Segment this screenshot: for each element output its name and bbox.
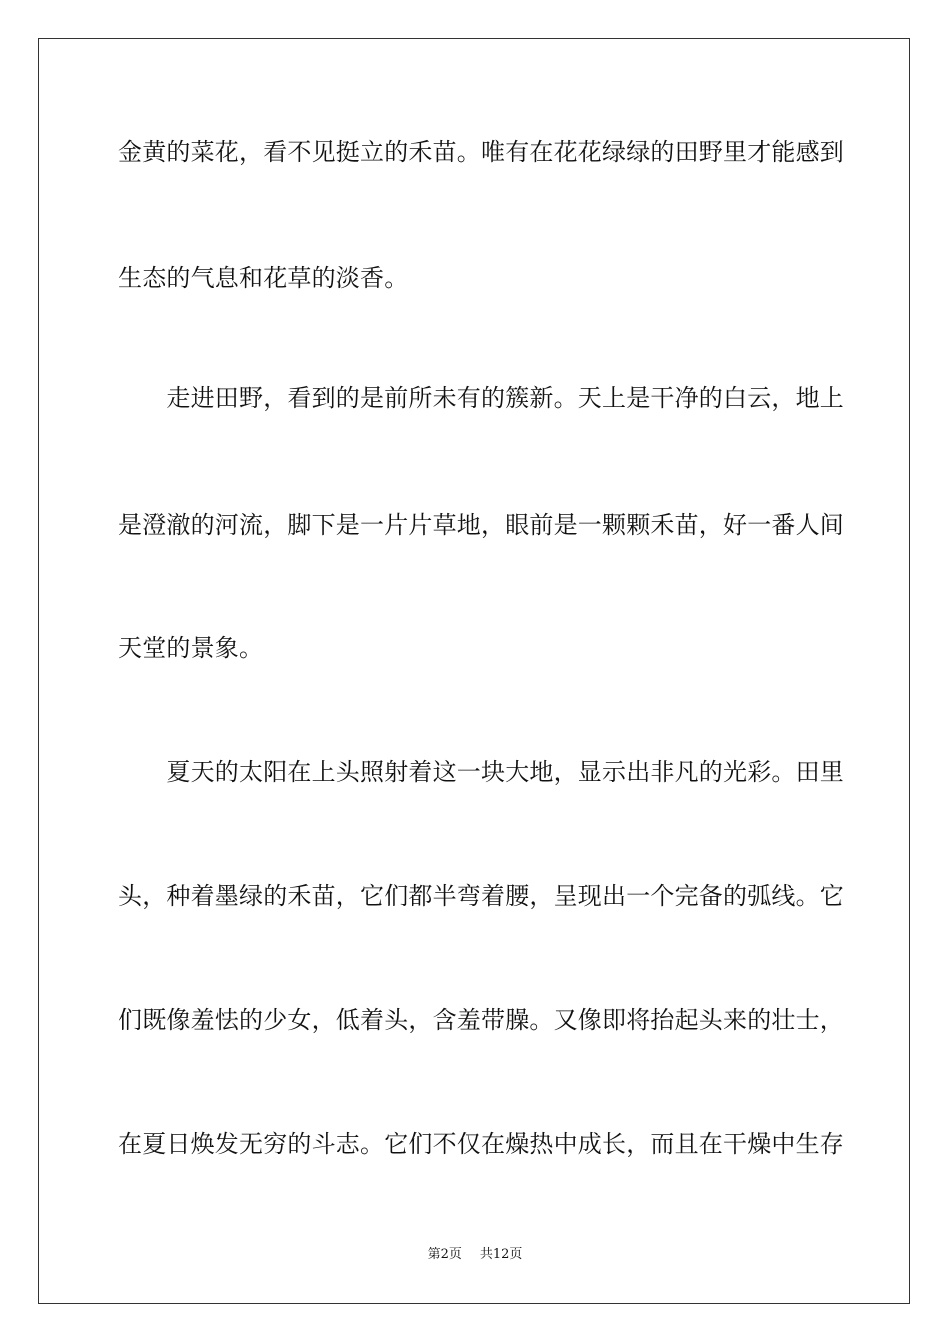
body-line-2: 生态的气息和花草的淡香。 xyxy=(118,264,409,292)
body-line-7: 头，种着墨绿的禾苗，它们都半弯着腰，呈现出一个完备的弧线。它 xyxy=(118,882,844,910)
body-line-3: 走进田野，看到的是前所未有的簇新。天上是干净的白云，地上 xyxy=(118,384,844,412)
body-line-5: 天堂的景象。 xyxy=(118,634,264,662)
body-line-9: 在夏日焕发无穷的斗志。它们不仅在燥热中成长，而且在干燥中生存 xyxy=(118,1130,844,1158)
body-line-8: 们既像羞怯的少女，低着头，含羞带臊。又像即将抬起头来的壮士， xyxy=(118,1006,844,1034)
body-line-4: 是澄澈的河流，脚下是一片片草地，眼前是一颗颗禾苗，好一番人间 xyxy=(118,511,844,539)
page-footer xyxy=(0,1246,950,1264)
body-line-1: 金黄的菜花，看不见挺立的禾苗。唯有在花花绿绿的田野里才能感到 xyxy=(118,138,844,166)
page-number: 第2页 xyxy=(427,1247,462,1262)
body-line-6: 夏天的太阳在上头照射着这一块大地，显示出非凡的光彩。田里 xyxy=(118,758,844,786)
page-total: 共12页 xyxy=(479,1247,523,1262)
page-border xyxy=(38,38,910,1304)
